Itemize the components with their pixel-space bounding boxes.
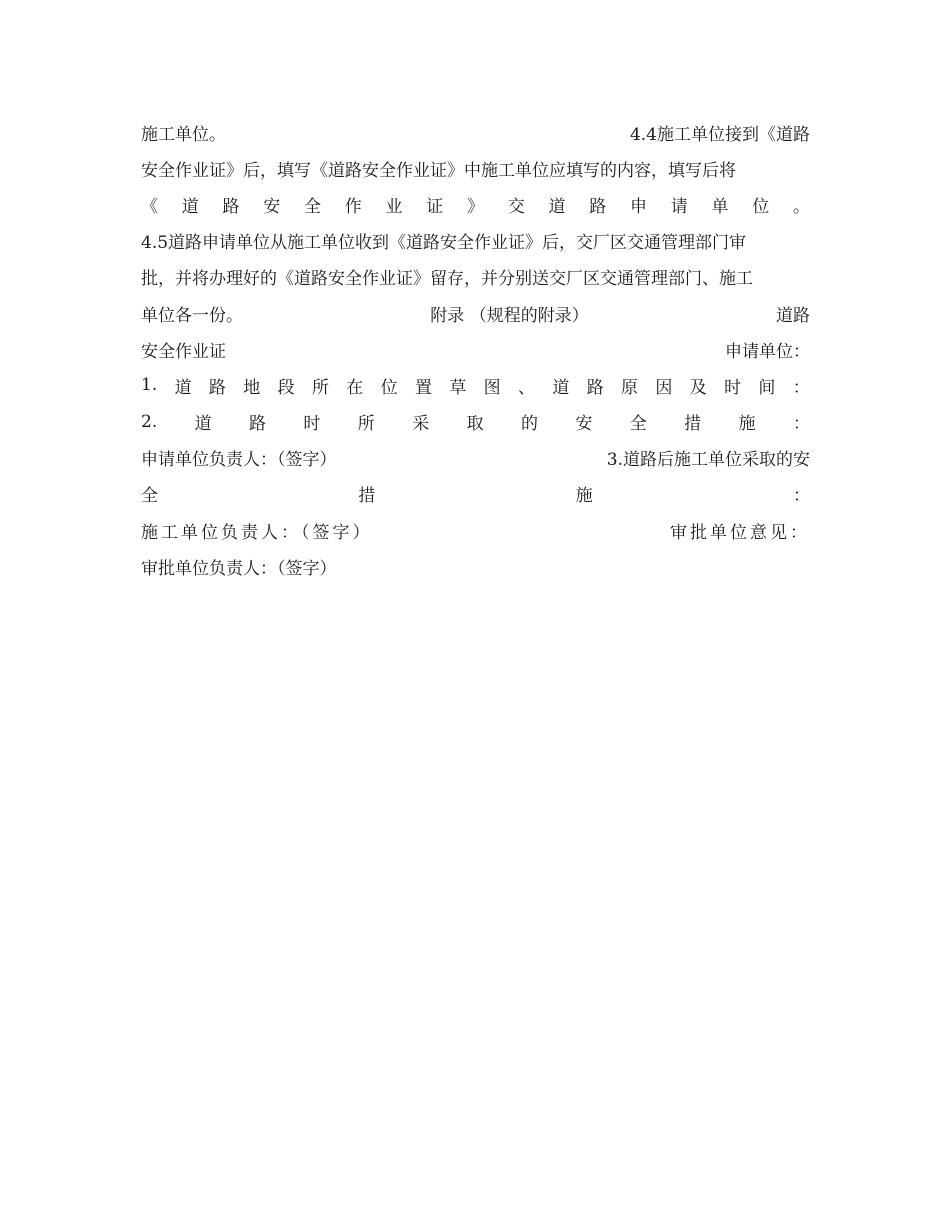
text-char: 施 — [575, 486, 593, 507]
text-char: 1. — [141, 375, 158, 396]
text-char: 证 — [426, 196, 444, 217]
text-line-10 — [141, 440, 810, 476]
text-line-5 — [141, 259, 810, 295]
text-char: 字 — [332, 522, 353, 543]
text-char: 施 — [141, 522, 161, 543]
text-line-4 — [141, 223, 810, 259]
text-segment: 4.4施工单位接到《道路 — [629, 124, 810, 145]
text-char: 道 — [552, 377, 570, 398]
text-char: 道 — [548, 196, 566, 217]
text-char: 请 — [670, 196, 688, 217]
text-char: 审 — [670, 522, 690, 543]
text-char: 路 — [586, 377, 604, 398]
text-char: 。 — [793, 196, 810, 217]
text-char: 时 — [724, 377, 742, 398]
text-char: 作 — [344, 196, 362, 217]
text-line-8 — [141, 367, 810, 403]
text-line-9 — [141, 404, 810, 440]
text-char: 负 — [221, 522, 241, 543]
text-char: 道 — [194, 414, 212, 435]
text-char: 位 — [752, 196, 770, 217]
text-line-3 — [141, 186, 810, 222]
text-char: ： — [790, 522, 810, 543]
text-char: ： — [281, 522, 301, 543]
text-char: 2. — [141, 411, 158, 432]
document-body — [141, 114, 810, 584]
text-char: 全 — [141, 486, 158, 507]
text-char: 意 — [750, 522, 770, 543]
text-char: 在 — [346, 377, 364, 398]
text-char: 因 — [655, 377, 673, 398]
text-char: ： — [792, 486, 810, 507]
text-char: 《 — [141, 196, 158, 217]
text-char: 见 — [770, 522, 790, 543]
text-char: 单 — [710, 522, 730, 543]
text-segment: 单位各一份。 — [141, 305, 243, 326]
text-char: 路 — [208, 377, 226, 398]
text-char: 取 — [466, 414, 484, 435]
text-char: 申 — [630, 196, 647, 217]
text-segment: 批，并将办理好的《道路安全作业证》留存，并分别送交厂区交通管理部门、施工 — [141, 269, 753, 290]
text-char: 置 — [414, 377, 432, 398]
text-line-13 — [141, 548, 810, 584]
text-char: 交 — [507, 196, 525, 217]
text-segment: 安全作业证》后，填写《道路安全作业证》中施工单位应填写的内容，填写后将 — [141, 160, 736, 181]
text-char: ： — [792, 414, 810, 435]
text-char: 位 — [201, 522, 221, 543]
text-char: 采 — [412, 414, 430, 435]
text-char: 施 — [738, 414, 756, 435]
text-char: 业 — [385, 196, 403, 217]
form-title: 安全作业证 — [141, 341, 226, 362]
text-char: 签 — [312, 522, 333, 543]
text-line-1 — [141, 114, 810, 150]
text-char: 》 — [467, 196, 484, 217]
text-char: 全 — [304, 196, 321, 217]
text-char: ： — [792, 377, 810, 398]
text-char: 路 — [222, 196, 240, 217]
text-char: 安 — [575, 414, 593, 435]
text-char: 道 — [181, 196, 199, 217]
text-char: 的 — [520, 414, 538, 435]
text-char: 原 — [621, 377, 639, 398]
text-char: ） — [352, 522, 373, 543]
text-char: 所 — [357, 414, 375, 435]
text-char: 时 — [303, 414, 321, 435]
form-label-approval-opinion — [670, 518, 810, 543]
text-char: 全 — [629, 414, 647, 435]
signature-label-applicant: 申请单位负责人：（签字） — [141, 450, 337, 471]
text-line-6 — [141, 295, 810, 331]
signature-label-approver: 审批单位负责人：（签字） — [141, 558, 337, 579]
text-char: 单 — [711, 196, 729, 217]
text-char: 草 — [449, 377, 467, 398]
text-char: 地 — [243, 377, 261, 398]
form-label-applicant: 申请单位： — [725, 341, 810, 362]
text-char: 路 — [249, 414, 267, 435]
text-char: 路 — [589, 196, 607, 217]
text-segment: 施工单位。 — [141, 124, 226, 145]
text-segment: 3.道路后施工单位采取的安 — [606, 450, 810, 471]
text-char: 安 — [263, 196, 281, 217]
text-segment: 道路 — [776, 305, 810, 326]
text-char: 图 — [483, 377, 501, 398]
appendix-heading: 附录 （规程的附录） — [430, 305, 589, 326]
text-char: 位 — [380, 377, 398, 398]
text-char: （ — [301, 522, 313, 543]
text-line-2 — [141, 150, 810, 186]
text-char: 所 — [311, 377, 329, 398]
text-char: 、 — [518, 377, 536, 398]
text-segment: 4.5道路申请单位从施工单位收到《道路安全作业证》后，交厂区交通管理部门审 — [141, 233, 747, 254]
text-char: 措 — [358, 486, 376, 507]
text-char: 人 — [261, 522, 281, 543]
text-char: 批 — [690, 522, 710, 543]
text-char: 段 — [277, 377, 295, 398]
text-char: 道 — [174, 377, 192, 398]
text-line-7 — [141, 331, 810, 367]
text-line-11 — [141, 476, 810, 512]
text-char: 及 — [689, 377, 707, 398]
text-line-12 — [141, 512, 810, 548]
text-char: 间 — [758, 377, 776, 398]
text-char: 责 — [241, 522, 261, 543]
signature-label-contractor — [141, 518, 373, 543]
text-char: 单 — [181, 522, 201, 543]
text-char: 措 — [684, 414, 702, 435]
text-char: 位 — [730, 522, 750, 543]
text-char: 工 — [161, 522, 181, 543]
